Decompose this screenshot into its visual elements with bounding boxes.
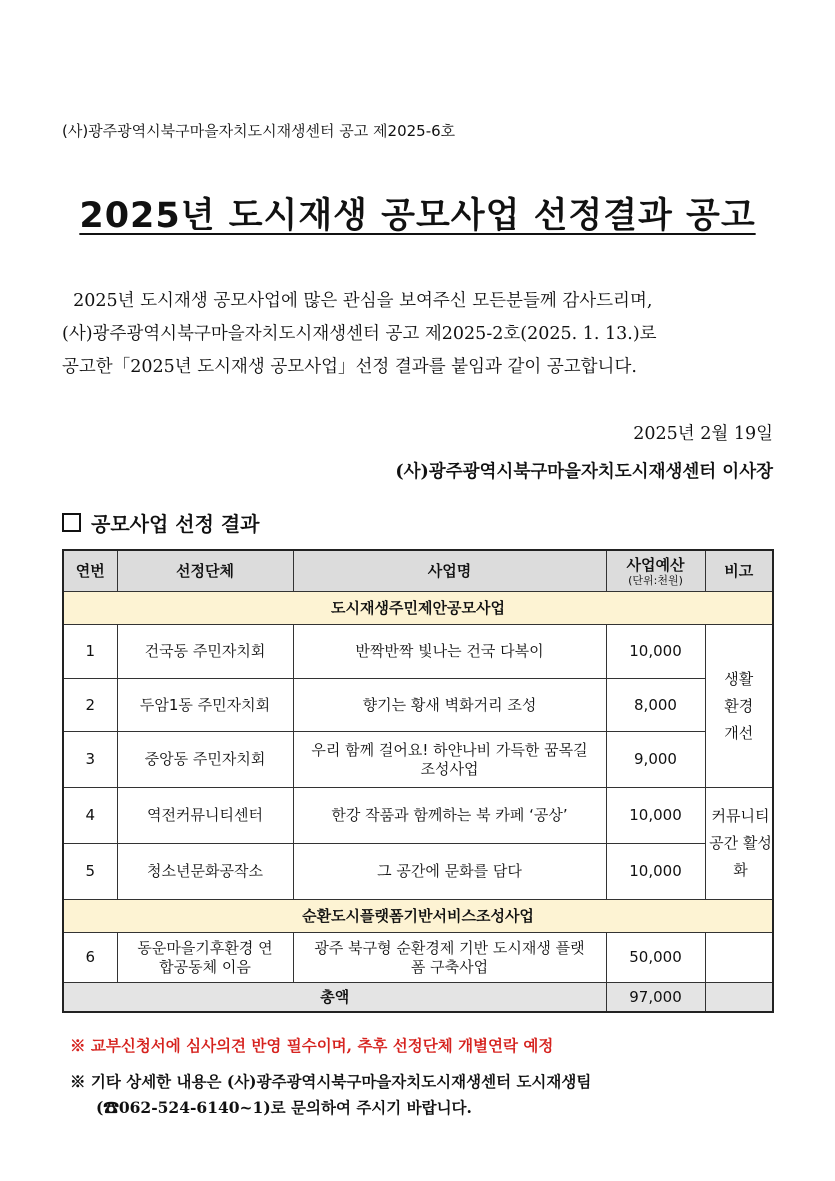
header-no: 연번 (63, 550, 117, 592)
cell-remark: 생활 환경 개선 (705, 625, 773, 788)
cell-no: 2 (63, 679, 117, 732)
header-budget: 사업예산 (단위:천원) (606, 550, 705, 592)
cell-org: 동운마을기후환경 연합공동체 이음 (117, 933, 293, 983)
table-row (63, 844, 773, 900)
cell-budget: 50,000 (606, 933, 705, 983)
category-row (63, 592, 773, 625)
table-header-row (63, 550, 773, 592)
table-row (63, 933, 773, 983)
table-row (63, 625, 773, 679)
category-label: 도시재생주민제안공모사업 (63, 592, 773, 625)
cell-remark (705, 983, 773, 1013)
cell-org: 청소년문화공작소 (117, 844, 293, 900)
note-required-feedback: ※ 교부신청서에 심사의견 반영 필수이며, 추후 선정단체 개별연락 예정 (70, 1036, 554, 1055)
cell-no: 4 (63, 788, 117, 844)
cell-project: 그 공간에 문화를 담다 (293, 844, 606, 900)
paragraph-line: 2025년 도시재생 공모사업에 많은 관심을 보여주신 모든분들께 감사드리며, (73, 291, 653, 311)
cell-project: 우리 함께 걸어요! 하얀나비 가득한 꿈목길 조성사업 (293, 732, 606, 788)
table-row (63, 732, 773, 788)
header-remark: 비고 (705, 550, 773, 592)
category-label: 순환도시플랫폼기반서비스조성사업 (63, 900, 773, 933)
category-row (63, 900, 773, 933)
cell-org: 두암1동 주민자치회 (117, 679, 293, 732)
section-heading (62, 508, 260, 537)
cell-remark (705, 933, 773, 983)
cell-org: 중앙동 주민자치회 (117, 732, 293, 788)
cell-no: 5 (63, 844, 117, 900)
document-title-wrap (0, 188, 835, 238)
cell-budget: 10,000 (606, 625, 705, 679)
cell-budget: 8,000 (606, 679, 705, 732)
cell-project: 향기는 황새 벽화거리 조성 (293, 679, 606, 732)
cell-budget: 10,000 (606, 844, 705, 900)
header-org: 선정단체 (117, 550, 293, 592)
cell-remark: 커뮤니티 공간 활성화 (705, 788, 773, 900)
total-label: 총액 (63, 983, 606, 1013)
cell-budget: 10,000 (606, 788, 705, 844)
paragraph-line: 공고한「2025년 도시재생 공모사업」선정 결과를 붙임과 같이 공고합니다. (62, 357, 637, 377)
section-title: 공모사업 선정 결과 (91, 512, 260, 536)
square-bullet-icon (62, 513, 81, 532)
cell-no: 6 (63, 933, 117, 983)
cell-project: 광주 북구형 순환경제 기반 도시재생 플랫폼 구축사업 (293, 933, 606, 983)
cell-project: 한강 작품과 함께하는 북 카페 ‘공상’ (293, 788, 606, 844)
note-contact-line: (☎062-524-6140~1)로 문의하여 주시기 바랍니다. (96, 1098, 472, 1117)
total-row (63, 983, 773, 1013)
cell-no: 1 (63, 625, 117, 679)
total-value: 97,000 (606, 983, 705, 1013)
table-row (63, 679, 773, 732)
cell-project: 반짝반짝 빛나는 건국 다복이 (293, 625, 606, 679)
header-project: 사업명 (293, 550, 606, 592)
document-title: 2025년 도시재생 공모사업 선정결과 공고 (79, 196, 756, 236)
announcement-date: 2025년 2월 19일 (633, 424, 773, 444)
cell-no: 3 (63, 732, 117, 788)
result-table (62, 549, 774, 1013)
signer: (사)광주광역시북구마을자치도시재생센터 이사장 (395, 462, 773, 482)
cell-org: 건국동 주민자치회 (117, 625, 293, 679)
announcement-paragraph (62, 285, 774, 384)
paragraph-line: (사)광주광역시북구마을자치도시재생센터 공고 제2025-2호(2025. 1. 13.)로 (62, 324, 657, 344)
budget-unit: (단위:천원) (628, 573, 683, 587)
table-row (63, 788, 773, 844)
notice-number: (사)광주광역시북구마을자치도시재생센터 공고 제2025-6호 (62, 122, 456, 140)
note-contact (70, 1069, 782, 1121)
note-contact-line: ※ 기타 상세한 내용은 (사)광주광역시북구마을자치도시재생센터 도시재생팀 (70, 1072, 592, 1091)
cell-org: 역전커뮤니티센터 (117, 788, 293, 844)
cell-budget: 9,000 (606, 732, 705, 788)
